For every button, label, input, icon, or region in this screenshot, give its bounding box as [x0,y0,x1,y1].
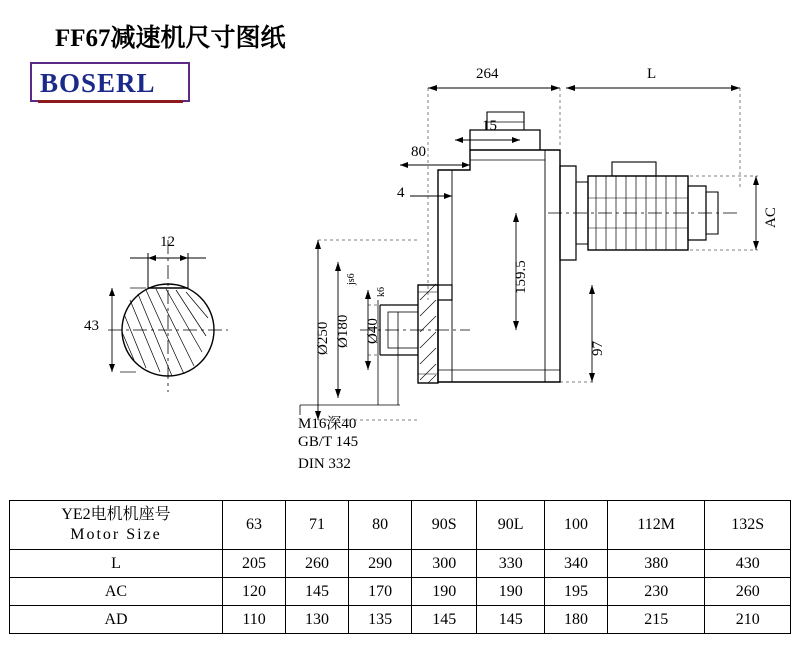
brand-logo-text: BOSERL [40,68,156,98]
dim-L: L [647,66,657,82]
dim-d180-tolerance: js6 [346,273,357,285]
table-cell: 145 [286,578,349,606]
page-title: FF67减速机尺寸图纸 [55,25,286,52]
table-cell: 330 [477,550,545,578]
table-row [10,550,791,578]
table-col-header: 100 [544,501,607,550]
table-col-header: 112M [607,501,704,550]
table-cell: 190 [412,578,477,606]
table-cell: 145 [412,606,477,634]
table-cell: 230 [607,578,704,606]
dim-97: 97 [590,341,606,356]
table-header-label-cn: YE2电机机座号 [61,506,171,523]
dim-159-5: 159.5 [513,260,529,294]
left-shaft-view [108,240,228,392]
table-cell: 290 [349,550,412,578]
table-row [10,578,791,606]
table-col-header: 80 [349,501,412,550]
dim-AC: AC [763,207,779,228]
table-cell: 215 [607,606,704,634]
note-line-3: DIN 332 [298,456,351,472]
table-cell: 110 [223,606,286,634]
table-cell: 380 [607,550,704,578]
dim-d40: Ø40 [365,318,381,344]
dim-d180: Ø180 [335,314,351,348]
table-header-label-en: Motor Size [70,526,162,543]
table-cell: 430 [705,550,791,578]
table-cell: 300 [412,550,477,578]
table-header-row [10,501,791,550]
table-cell: 340 [544,550,607,578]
table-row-label: AC [10,578,223,606]
table-col-header: 90S [412,501,477,550]
table-cell: 145 [477,606,545,634]
dim-d250: Ø250 [315,321,331,355]
note-line-1: M16深40 [298,416,357,432]
motor-size-table [9,500,791,634]
table-cell: 260 [705,578,791,606]
table-cell: 190 [477,578,545,606]
note-line-2: GB/T 145 [298,434,359,450]
table-cell: 260 [286,550,349,578]
dim-left-width: 12 [160,234,175,250]
table-cell: 195 [544,578,607,606]
table-cell: 120 [223,578,286,606]
table-col-header: 63 [223,501,286,550]
table-cell: 170 [349,578,412,606]
dim-d40-tolerance: k6 [376,287,387,297]
table-cell: 130 [286,606,349,634]
table-row-label: L [10,550,223,578]
table-row [10,606,791,634]
table-cell: 205 [223,550,286,578]
table-col-header: 71 [286,501,349,550]
table-header-label [10,501,223,550]
table-col-header: 132S [705,501,791,550]
dim-80: 80 [411,144,426,160]
table-cell: 210 [705,606,791,634]
dim-15: 15 [482,118,497,134]
table-cell: 180 [544,606,607,634]
dim-left-height: 43 [84,318,99,334]
table-col-header: 90L [477,501,545,550]
dim-264: 264 [476,66,499,82]
table-row-label: AD [10,606,223,634]
dim-4: 4 [397,185,405,201]
table-cell: 135 [349,606,412,634]
